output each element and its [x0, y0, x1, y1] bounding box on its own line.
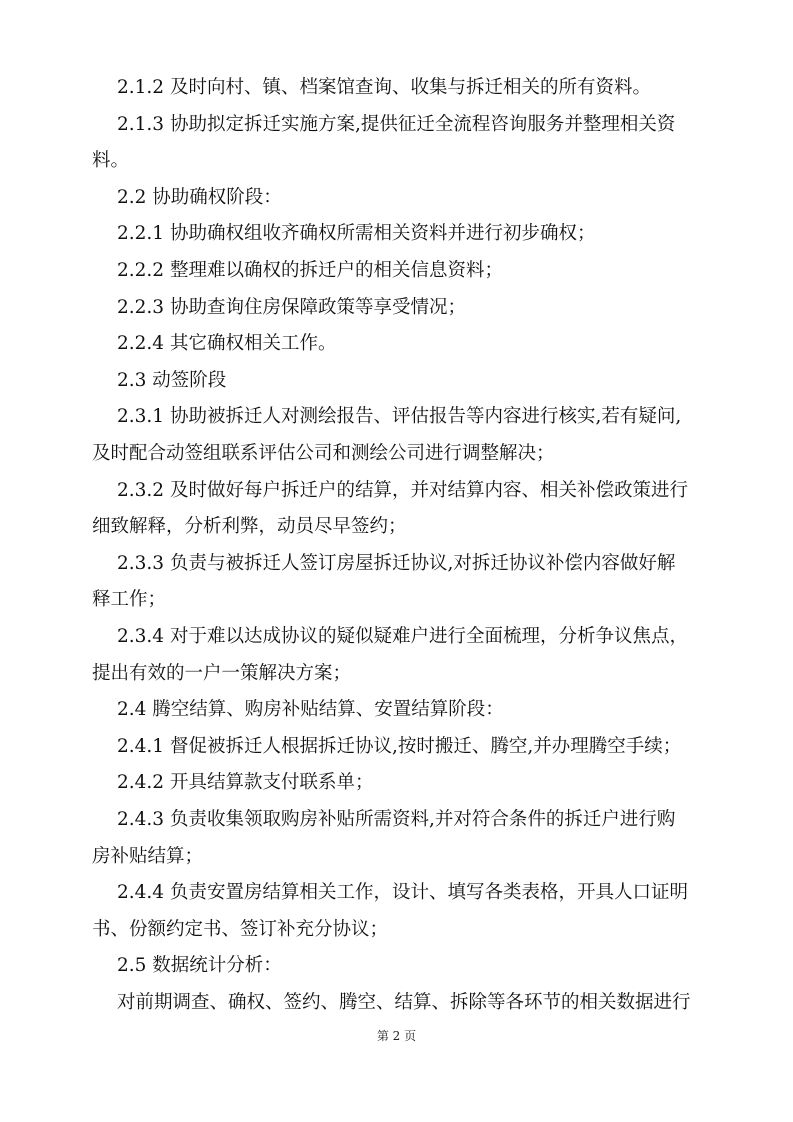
paragraph-line: 2.3.2 及时做好每户拆迁户的结算，并对结算内容、相关补偿政策进行: [117, 479, 688, 501]
paragraph-line: 对前期调查、确权、签约、腾空、结算、拆除等各环节的相关数据进行: [117, 992, 691, 1013]
paragraph-line: 2.2 协助确权阶段：: [117, 186, 282, 208]
paragraph-line: 2.3 动签阶段: [117, 369, 227, 391]
paragraph-line: 2.2.3 协助查询住房保障政策等享受情况；: [117, 296, 466, 318]
paragraph-line: 2.1.3 协助拟定拆迁实施方案,提供征迁全流程咨询服务并整理相关资: [117, 113, 676, 135]
paragraph-line: 2.4.4 负责安置房结算相关工作，设计、填写各类表格，开具人口证明: [117, 882, 688, 904]
paragraph-line: 2.3.4 对于难以达成协议的疑似疑难户进行全面梳理，分析争议焦点，: [117, 626, 688, 647]
paragraph-line: 2.3.1 协助被拆迁人对测绘报告、评估报告等内容进行核实,若有疑问,: [117, 406, 682, 428]
paragraph-line: 2.4 腾空结算、购房补贴结算、安置结算阶段：: [117, 699, 504, 721]
paragraph-line: 2.2.1 协助确权组收齐确权所需相关资料并进行初步确权；: [117, 223, 596, 245]
paragraph-continuation-line: 料。: [92, 150, 130, 172]
paragraph-line: 2.2.2 整理难以确权的拆迁户的相关信息资料；: [117, 260, 503, 281]
paragraph-continuation-line: 释工作；: [92, 589, 167, 611]
paragraph-line: 2.5 数据统计分析：: [117, 955, 282, 977]
paragraph-line: 2.4.1 督促被拆迁人根据拆迁协议,按时搬迁、腾空,并办理腾空手续；: [117, 735, 682, 757]
paragraph-continuation-line: 及时配合动签组联系评估公司和测绘公司进行调整解决；: [92, 443, 555, 464]
paragraph-line: 2.1.2 及时向村、镇、档案馆查询、收集与拆迁相关的所有资料。: [117, 77, 651, 98]
paragraph-continuation-line: 细致解释，分析利弊，动员尽早签约；: [92, 516, 407, 538]
paragraph-line: 2.2.4 其它确权相关工作。: [117, 333, 337, 355]
paragraph-continuation-line: 提出有效的一户一策解决方案；: [92, 662, 352, 684]
paragraph-line: 2.3.3 负责与被拆迁人签订房屋拆迁协议,对拆迁协议补偿内容做好解: [117, 552, 676, 574]
paragraph-continuation-line: 房补贴结算；: [92, 845, 204, 867]
paragraph-line: 2.4.2 开具结算款支付联系单；: [117, 772, 374, 794]
paragraph-continuation-line: 书、份额约定书、签订补充分协议；: [92, 918, 389, 940]
paragraph-line: 2.4.3 负责收集领取购房补贴所需资料,并对符合条件的拆迁户进行购: [117, 809, 676, 830]
page-footer: 第 2 页: [376, 1029, 417, 1043]
